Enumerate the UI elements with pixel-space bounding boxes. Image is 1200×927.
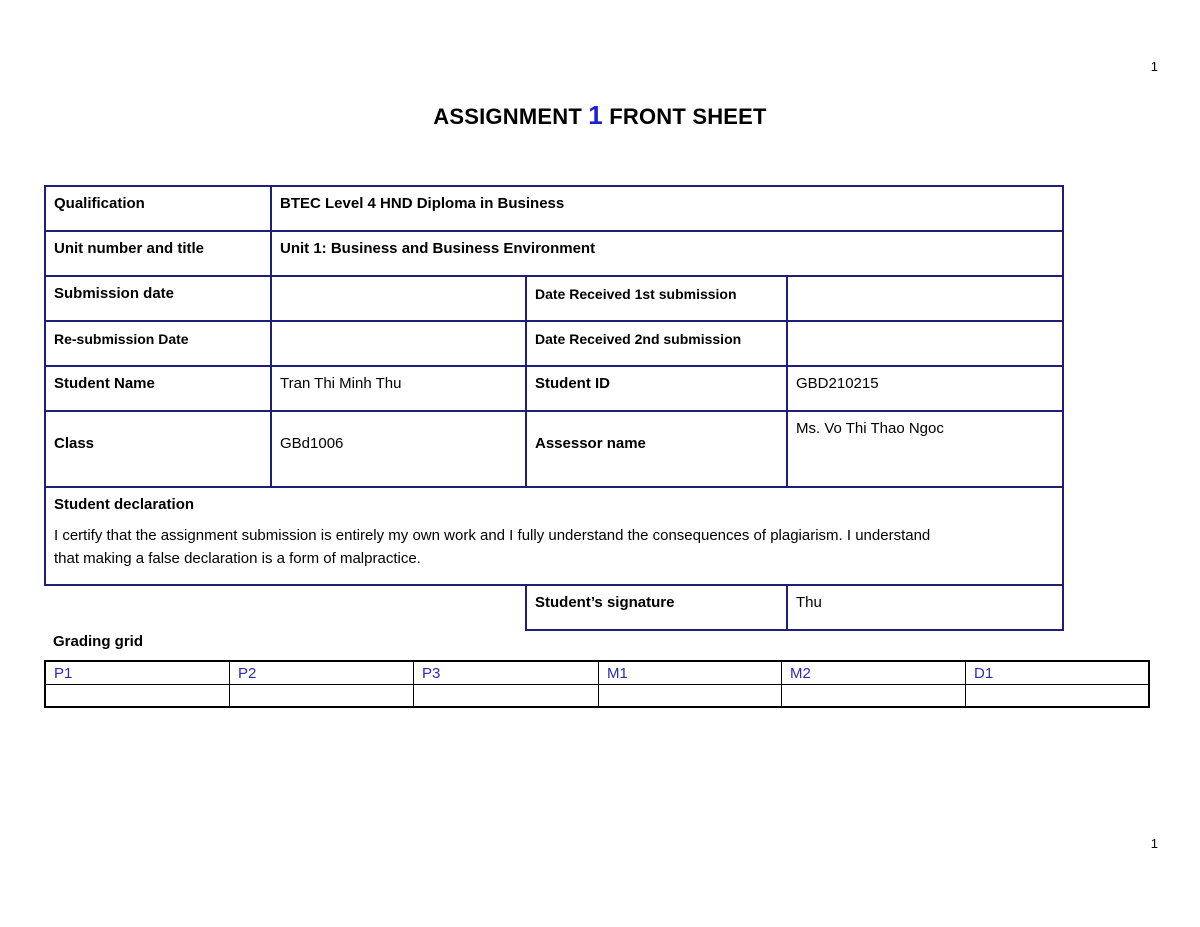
declaration-title: Student declaration	[54, 496, 195, 513]
student-name-value: Tran Thi Minh Thu	[280, 375, 402, 392]
grading-grid-title: Grading grid	[53, 633, 143, 650]
date-received-1-label: Date Received 1st submission	[535, 286, 737, 302]
page-title	[0, 100, 1200, 131]
signature-label: Student’s signature	[535, 594, 675, 611]
unit-value: Unit 1: Business and Business Environment	[280, 240, 596, 257]
grid-header-m2: M2	[790, 665, 811, 682]
date-received-2-label: Date Received 2nd submission	[535, 331, 742, 347]
page-number-bottom: 1	[1150, 836, 1158, 851]
declaration-line-2: that making a false declaration is a form of malpractice.	[54, 550, 421, 567]
assignment-number: 1	[588, 100, 603, 130]
qualification-value: BTEC Level 4 HND Diploma in Business	[280, 195, 565, 212]
declaration-line-1: I certify that the assignment submission is entirely my own work and I fully understand the consequences of plagiarism. I understand	[54, 527, 931, 544]
student-name-label: Student Name	[54, 375, 155, 392]
student-id-value: GBD210215	[796, 375, 879, 392]
title-prefix: ASSIGNMENT	[433, 104, 589, 129]
assessor-value: Ms. Vo Thi Thao Ngoc	[796, 420, 944, 437]
grid-header-d1: D1	[974, 665, 994, 682]
assessor-label: Assessor name	[535, 435, 646, 452]
page-number-top: 1	[1150, 59, 1158, 74]
grid-header-p2: P2	[238, 665, 257, 682]
grid-header-m1: M1	[607, 665, 628, 682]
signature-value: Thu	[796, 594, 822, 611]
submission-date-label: Submission date	[54, 285, 175, 302]
grid-header-p3: P3	[422, 665, 441, 682]
student-id-label: Student ID	[535, 375, 610, 392]
grid-header-p1: P1	[54, 665, 73, 682]
class-value: GBd1006	[280, 435, 344, 452]
title-suffix: FRONT SHEET	[602, 104, 767, 129]
unit-label: Unit number and title	[54, 240, 204, 257]
resubmission-date-label: Re-submission Date	[54, 331, 189, 347]
qualification-label: Qualification	[54, 195, 145, 212]
class-label: Class	[54, 435, 95, 452]
